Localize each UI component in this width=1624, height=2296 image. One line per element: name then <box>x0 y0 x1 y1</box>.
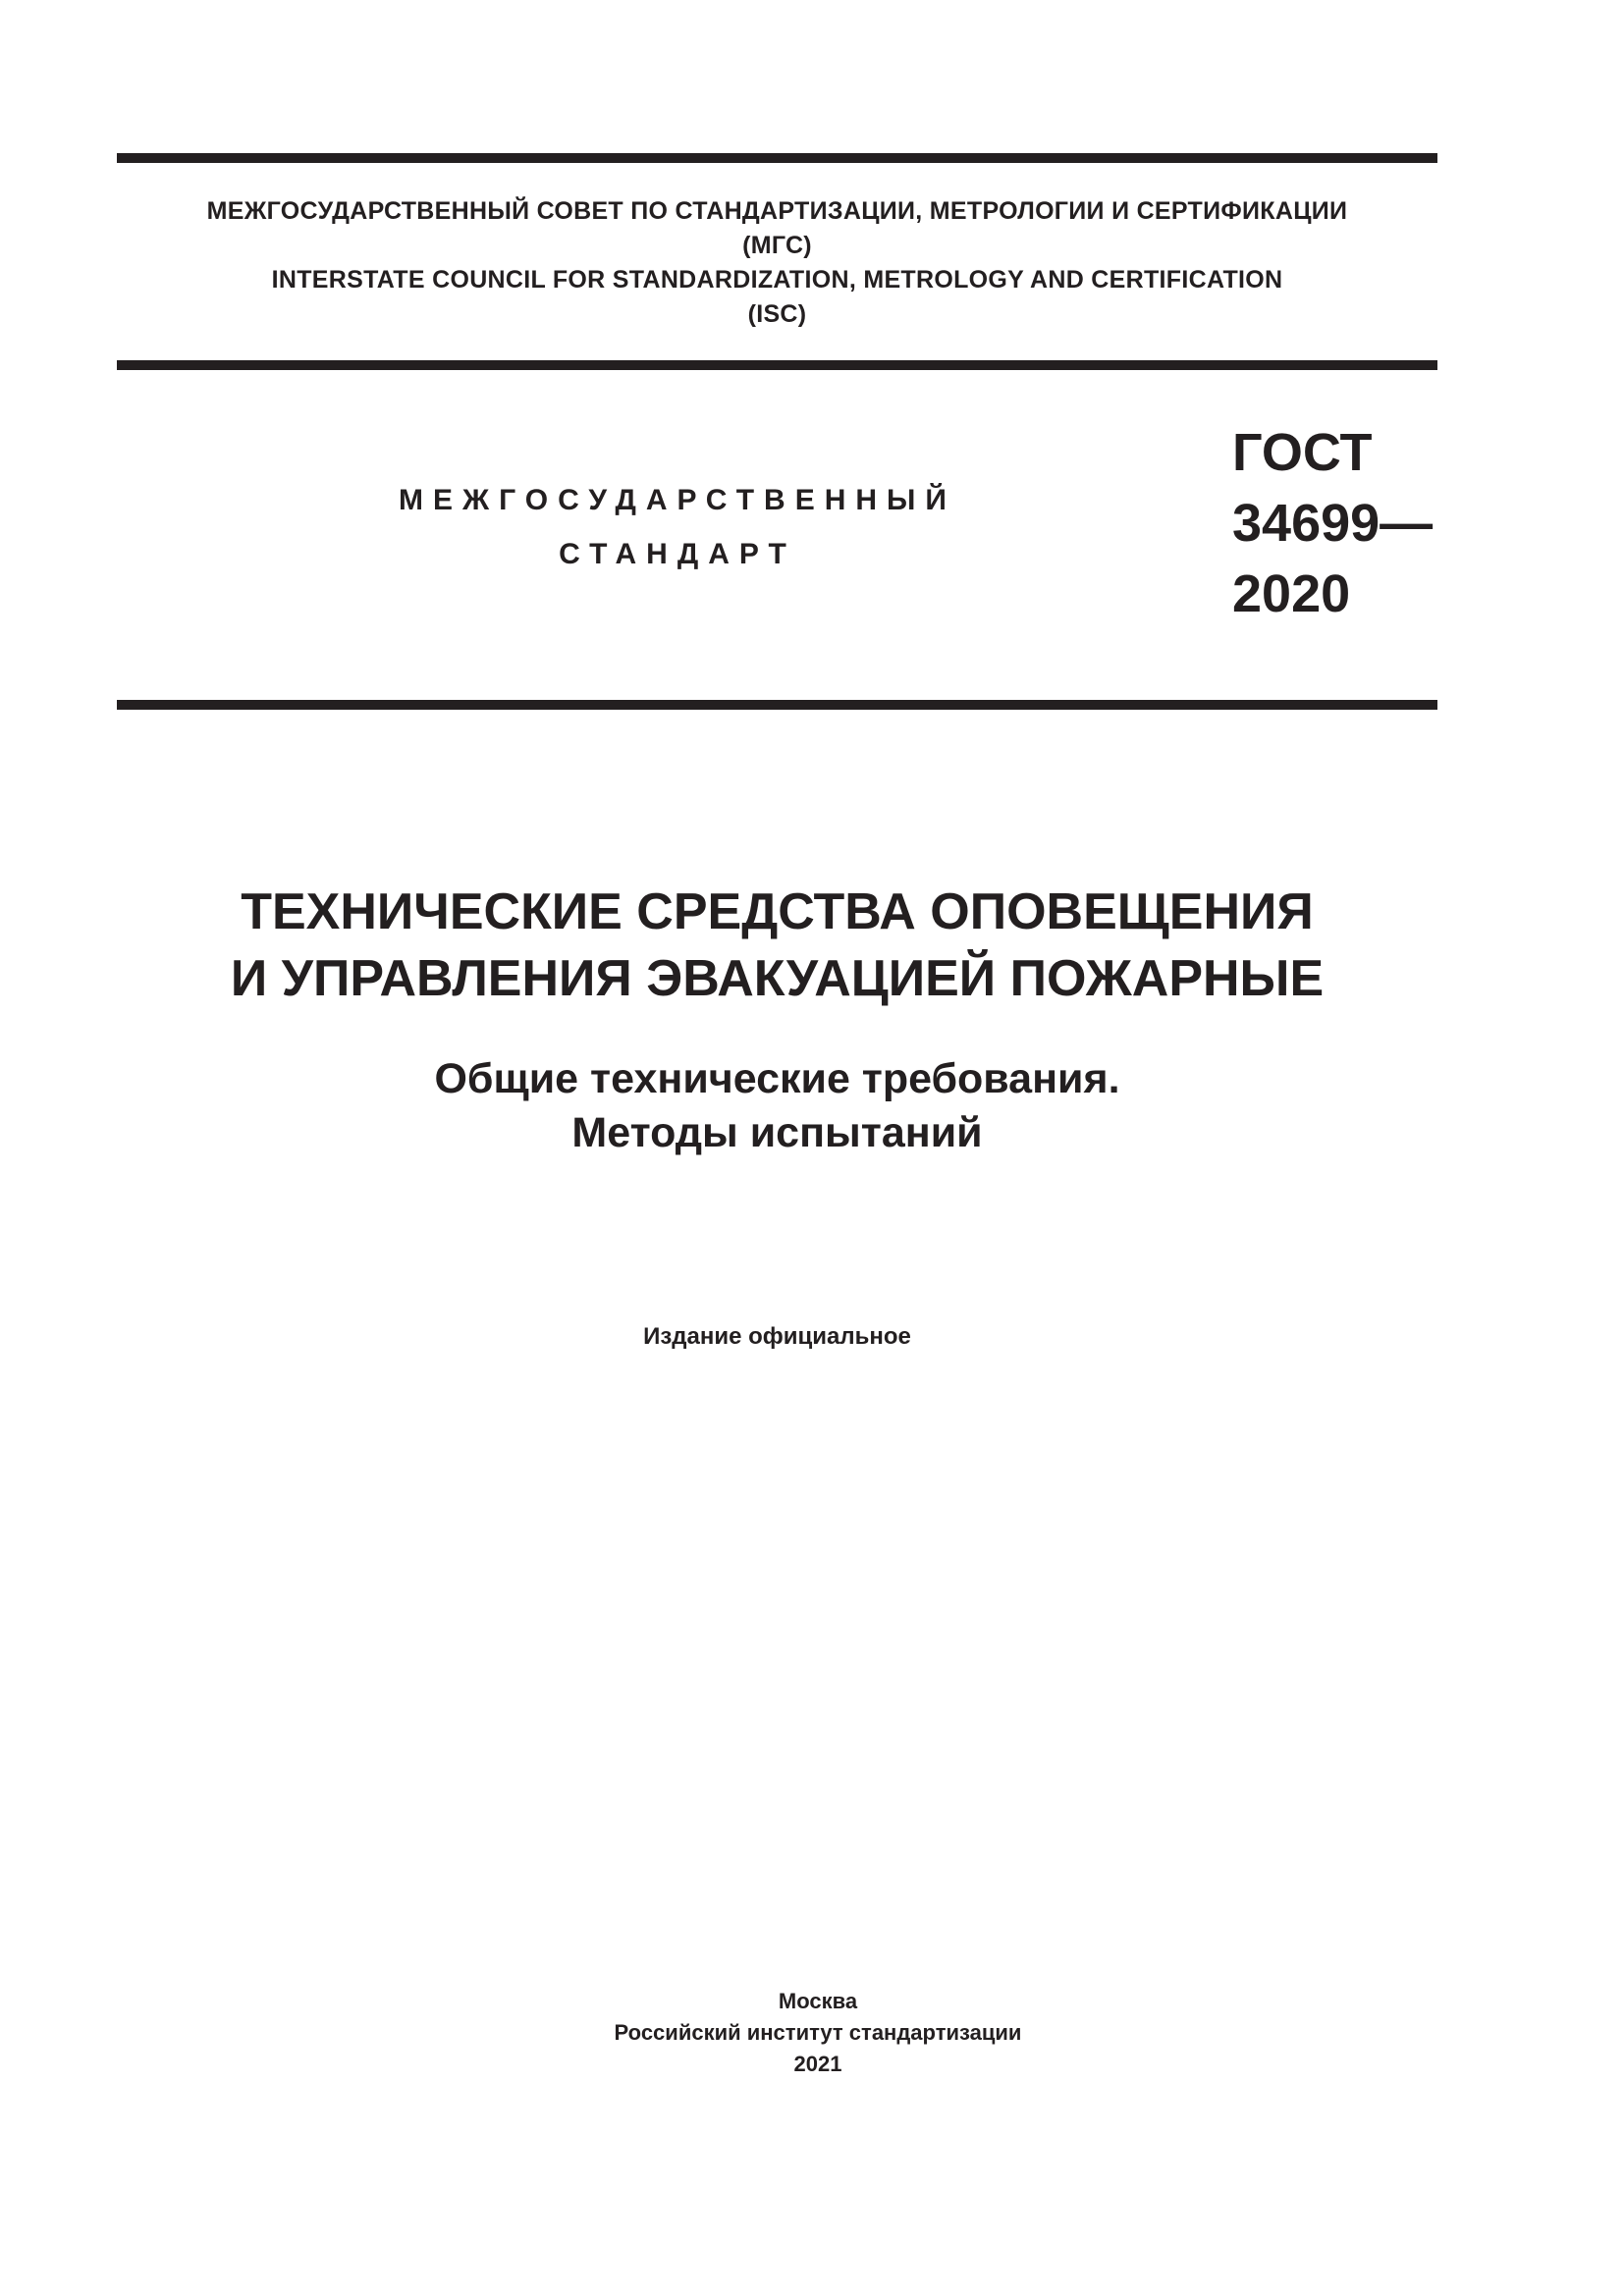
standard-type-line1: МЕЖГОСУДАРСТВЕННЫЙ <box>399 484 956 516</box>
header-divider <box>117 360 1437 370</box>
document-subtitle <box>117 1052 1437 1160</box>
imprint-year: 2021 <box>793 2052 842 2076</box>
standard-prefix: ГОСТ <box>1232 423 1373 482</box>
designation-divider <box>117 700 1437 710</box>
standard-number: 34699— <box>1232 494 1434 553</box>
title-line1: ТЕХНИЧЕСКИЕ СРЕДСТВА ОПОВЕЩЕНИЯ <box>241 883 1314 940</box>
council-name-en: INTERSTATE COUNCIL FOR STANDARDIZATION, METROLOGY AND CERTIFICATION <box>271 266 1283 294</box>
standard-designation <box>1232 417 1433 629</box>
document-title <box>117 879 1437 1012</box>
subtitle-line1: Общие технические требования. <box>434 1055 1120 1102</box>
imprint <box>425 1986 1211 2080</box>
edition-note: Издание официальное <box>643 1323 911 1350</box>
council-abbr-ru: (МГС) <box>742 232 812 259</box>
standard-type <box>334 473 1021 581</box>
standard-year: 2020 <box>1232 564 1351 623</box>
imprint-publisher: Российский институт стандартизации <box>614 2020 1022 2045</box>
title-line2: И УПРАВЛЕНИЯ ЭВАКУАЦИЕЙ ПОЖАРНЫЕ <box>230 950 1325 1007</box>
council-abbr-en: (ISC) <box>747 300 807 328</box>
imprint-city: Москва <box>778 1989 858 2013</box>
council-name-ru: МЕЖГОСУДАРСТВЕННЫЙ СОВЕТ ПО СТАНДАРТИЗАЦИИ, МЕТРОЛОГИИ И СЕРТИФИКАЦИИ <box>206 197 1348 225</box>
top-divider <box>117 153 1437 163</box>
council-header <box>117 194 1437 332</box>
standard-type-line2: СТАНДАРТ <box>559 538 796 570</box>
subtitle-line2: Методы испытаний <box>571 1109 983 1156</box>
